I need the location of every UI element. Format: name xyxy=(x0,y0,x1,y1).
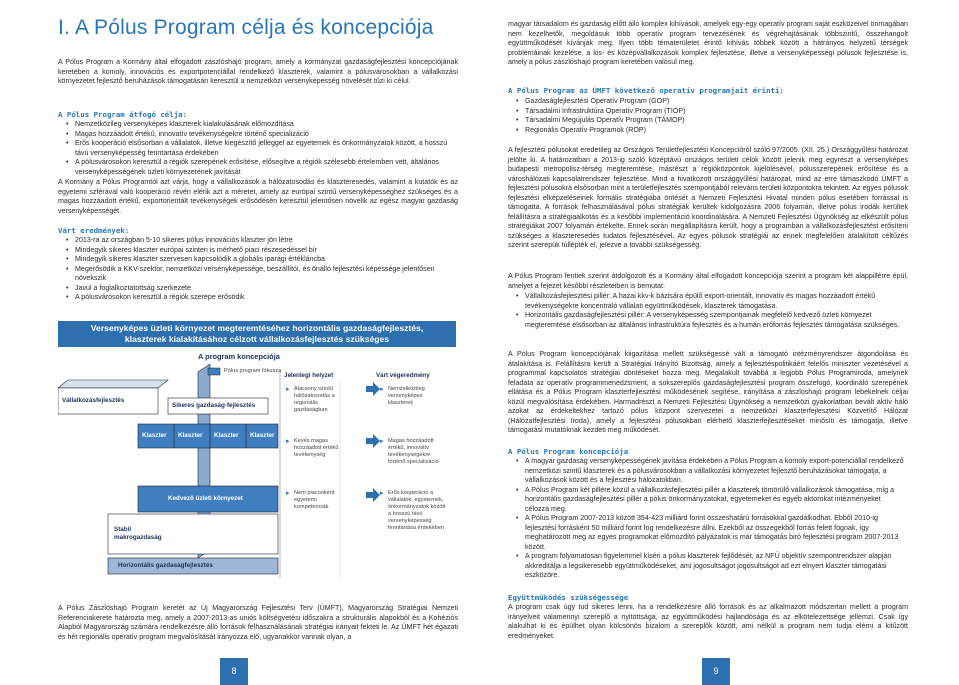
col-expected-header: Várt végeredmény xyxy=(376,372,430,379)
current-item-2: ▸ Kevés magas hozzáadott értékű tevékenység xyxy=(294,438,346,459)
kedvezo-label: Kedvező üzleti környezet xyxy=(168,495,243,502)
banner-line-1: Versenyképes üzleti környezet megteremtéséhez horizontális gazdaságfejlesztés, xyxy=(90,323,424,333)
arrow-icon xyxy=(366,488,380,502)
bottom-paragraph: A Pólus Zászlóshajó Program keretét az Új Magyarország Fejlesztési Terv (ÚMFT), Magyarország Stratégiai Nemzeti Referenciakerete határozta meg, amely a 2007-2013-as uniós költségvetési időszakra a strukturális alapokból és a Kohéziós Alapból Magyarország számára rendelkezésre álló források felhasználásának stratégiai irányait fekteti le. Az ÚMFT hét égazati és hét regionális operatív program megvalósítását irányozza elő, ugyanakkor vannak olyan, a xyxy=(58,604,458,641)
result-item: • Mindegyik sikeres klaszter európai szinten is mérhető piaci részesedéssel bír xyxy=(66,246,458,256)
results-heading: Várt eredmények: xyxy=(58,226,130,235)
klaszter-label: Klaszter xyxy=(250,432,275,439)
results-list xyxy=(66,236,458,303)
arrow-icon xyxy=(366,434,380,448)
cooperation-heading: Együttműködés szükségessége xyxy=(508,593,629,602)
program-list xyxy=(516,457,906,581)
goal-item: • Magas hozzáadott értékű, innovatív tevékenységekre történő specializáció xyxy=(66,130,458,140)
program-item: • A Pólus Program 2007-2013 között 354-423 milliárd forint összeshatárú forrásokkal gazdálkodhat. Ebből 2010-ig fejlesztési forrásként 50 milliárd forint fog rendelkezésre állni. Ezekből az összegekből forrás felett fognak, így meghatározott meg az egyes programokat előmozdító pályázatok is már támogatás biró fejlesztési program 2007-2013 között. xyxy=(516,514,906,552)
op-item: • Regionális Operatív Programok (ROP) xyxy=(516,126,906,136)
expected-item-3: ▸ Erős kooperáció a vállalatok, egyetemek, önkormányzatok között a hosszú távú versenyképesség fenntartása érdekében xyxy=(388,490,448,532)
concept-banner xyxy=(58,321,456,347)
legend-label: Pólus program fókusza xyxy=(224,368,282,374)
result-item: • Javul a foglalkoztatottság szerkezete xyxy=(66,284,458,294)
goal-list xyxy=(66,120,458,177)
result-item: • 2013-ra az országban 5-10 sikeres pólus innovációs klaszter jön létre xyxy=(66,236,458,246)
horizontalis-label: Horizontális gazdaságfejlesztés xyxy=(118,562,213,569)
arrow-icon xyxy=(366,382,380,396)
goal-item: • Nemzetközileg versenyképes klaszterek kialakulásának előmozdítása xyxy=(66,120,458,130)
para-4: A Pólus Program koncepciójának kiigazítása mellett szükségessé vált a támogató intézményrendszer átgondolása és átalakítása is. Felállításra került a Stratégiai Irányító Bizottság, amely a fejlesztéspolitikáért felelős miniszter vezetésével a programmal kapcsolatos stratégiai döntéseket hozza meg. Megalakult továbbá a legjobb Pólus Programiroda, amelynek feladata az operatív programmenedzsment, a sokszereplős gazdaságfejlesztési program összefogó, koordináló szerepének ellátása és a Pólus Program klaszterfejlesztési működésének segítése, irányítása a zászlóshajó program lebekelnek céljai közül megvalósítása érdekében. Harmadrészt a Nemzeti Fejlesztési Ügynökség a nemzetközi gyakorlatban bevált aktív háló azokat az érdekeltekhez tartozó pólus központ szervezetei a nemzetközi klaszterfejlesztési Közvetítő Hálózat (Hálózatfejlesztési Iroda), amely a fejlesztési pólusokban elérhető klaszterfejlesztéseket minősíti és támogatja, illetve támogatási mutatóknak kezdeti meg működését. xyxy=(508,350,908,434)
op-item: • Társadalmi Megújulás Operatív Program (TÁMOP) xyxy=(516,116,906,126)
para-2: A fejlesztési pólusokat eredetileg az Országos Területfejlesztési Koncepcióról szóló 97/2005. (XII. 25.) Országgyűlési határozat jelölte ki. A határozatban a 2013-ig szóló középtávú országos területi célok között jelenik meg egyrészt a versenyképes budapesti metropolisz-térség megteremtése, másrészt a régióközpontok kijelölésével, pólusszerepének erősítése és a városhálózati kapcsolatrendszer fejlesztése. Mind a hivatkozott országgyűlési határozat, mind az erre támaszkodó ÚMFT a fejlesztési pólusokra elsősorban mint a területfejlesztés szempontjából releváns területi központokra tekintett. Az egyes pólusok fejlesztési elképzeléseinek formális stratégiába öntését a Nemzeti Fejlesztési Hivatal minden pólus esetében forrással is támogatta. A források felhasználásával pólus stratégiák kerültek kidolgozásra 2006 folyamán, illetve pólus irodák kerültek felállításra a stratégiaalkotás és a későbbi implementáció koordinálására. A Nemzeti Fejlesztési Ügynökség az elkészült pólus stratégiákat 2007 folyamán értékelte. Ennek során megállapításra került, hogy a programban a vállalkozásfejlesztést erősíteni szükséges a klaszteresedés tudatos fejlesztésével. Az egyes pólusok stratégiái az ennek megfelelően átalakított céltűzés szerint szerepük túllépték el, jelezve a további szükségesség. xyxy=(508,146,908,249)
result-item: • Mindegyik sikeres klaszter szervesen kapcsolódik a globális iparági értékláncba xyxy=(66,255,458,265)
program-item: • A program folyamatosan figyelemmel kíséri a pólus klaszterek fejlődését, az NFÜ objektív szempontrendszer alapján akkreditálja a legsikeresebb együttműködéseket, ami jogosultságot jogosultságot ad ezt elnyert klaszter támogatási eszközöre. xyxy=(516,552,906,581)
col-current-header: Jelenlegi helyzet xyxy=(284,372,334,379)
stabil-label: Stabil makrogazdaság xyxy=(114,526,162,541)
program-item: • A magyar gazdaság versenyképességének javítása érdekében a Pólus Program a komoly export-potenciállal rendelkező nemzetközi szintű klaszterek és a pólusvárosokban a vállalkozási környezetet fejlesztő beruházásokat támogatja, a vállalkozások között és a fejlesztési hálózatokban. xyxy=(516,457,906,486)
page-number: 8 xyxy=(220,658,248,685)
goal-item: • Erős kooperáció elsősorban a vállalatok, illetve kiegészítő jelleggel az egyetemek és önkormányzatok között, a hosszú távú versenyképesség fenntartása érdekében xyxy=(66,139,458,158)
op-list xyxy=(516,97,906,135)
pillar-item: • Horizontális gazdaságfejlesztési pillér: A versenyképesség szempontjainak megfelelő kedvező üzleti környezet megteremtése elsősorban az általános infrastruktúra fejlesztés és a humán erőforrás fejlesztés támogatása szükséges. xyxy=(516,311,906,330)
program-heading: A Pólus Program koncepciója xyxy=(508,447,629,456)
right-page xyxy=(480,0,959,685)
program-item: • A Pólus Program két pillére közül a vállalkozásfejlesztési pillér a klaszterek tömörülő vállalkozások támogatása, míg a horizontális gazdaságfejlesztési pillér a pólus önkormányzatokat, egyetemeket és egyéb aktorokat intézményeket célozza meg. xyxy=(516,486,906,515)
klaszter-label: Klaszter xyxy=(142,432,167,439)
expected-item-1: ▸ Nemzetközileg versenyképes klaszterek xyxy=(388,386,448,407)
pillar-item: • Vállalkozásfejlesztési pillér: A hazai kkv-k bázisára épülő export-orientált, innovatív és magas hozzáadott értékű tevékenységekre koncentráló vállalati együttműködések, klaszterek támogatása. xyxy=(516,292,906,311)
goal-heading: A Pólus Program átfogó célja: xyxy=(58,110,188,119)
page-number: 9 xyxy=(702,658,730,685)
diagram-title: A program koncepciója xyxy=(198,352,280,361)
legend-swatch xyxy=(208,368,220,375)
expected-item-2: ▸ Magas hozzáadott értékű, innovatív tevékenységekre történő specializáció xyxy=(388,438,448,466)
cooperation-paragraph: A program csak úgy tud sikeres lenni, ha a rendelkezésre álló források és az alkalmazott módszertan mellett a program irányelveit valamennyi szereplő a nyitottsága, az együttműködési hajlandósága és az elkötelezettsége jellemzi. Csak így alakulhat ki és épülhet olyan kölcsönös bizalom a szereplők között, ami nélkül a program nem tudja elérni a kitűzött eredményeket. xyxy=(508,603,908,640)
left-page xyxy=(0,0,479,685)
concept-diagram xyxy=(58,350,458,580)
top-paragraph: magyar társadalom és gazdaság előtt álló komplex kihívások, amelyek egy-egy operatív program saját eszközeivel önmagában nem kezelhetők, megoldásuk több operatív program tervezésének és végrehajtásának többszintű, összehangolt együttműködését kívánják meg. Ilyen több tématerületet érintő kihívás többek között a hátrányos helyzetű térségek problémáinak kezelése, a kis- és középvállalkozások komplex fejlesztése, illetve a versenyképességi pólusok fejlesztése is, amely a pólus zászlóshajó program keretében valósul meg. xyxy=(508,20,908,66)
op-heading: A Pólus Program az ÚMFT következő operatív programjait érinti: xyxy=(508,86,784,95)
current-item-3: ▸ Nem piaconként egyetemi kompetenciák xyxy=(294,490,346,511)
goal-item: • A pólusvárosokon keresztül a régiók szerepének erősítése, elősegítve a régiók szélesebb értelemben vett, általános versenyképességének üzleti környezetének javítását xyxy=(66,158,458,177)
result-item: • Megerősödik a KKV-szektor, nemzetközi versenyképessége, beszállítói, és önálló fejlesztési képessége jelentősen növekszik xyxy=(66,265,458,284)
sikeres-label: Sikeres gazdaság-fejlesztés xyxy=(172,402,256,409)
current-item-1: ▸ Alacsony szintű hálózatosodás a regionális gazdaságban xyxy=(294,386,346,414)
intro-paragraph: A Pólus Program a Kormány által elfogadott zászlóshajó program, amely a kormányzat gazdaságfejlesztési koncepciójának keretében a komoly, innovációs és exportpotenciállal rendelkező klaszterek, valamint a pólusvárosokban a vállalkozási környezetet fejlesztő beruházások támogatásán keresztül a nemzetközi versenyképesség növelését tűzi ki célul. xyxy=(58,58,458,85)
klaszter-label: Klaszter xyxy=(178,432,203,439)
banner-line-2: klaszterek kialakításához célzott vállalkozásfejlesztés szükséges xyxy=(124,334,390,344)
vallalkozas-label: Vállalkozásfejlesztés xyxy=(62,397,125,404)
box-top xyxy=(58,380,168,388)
klaszter-label: Klaszter xyxy=(214,432,239,439)
goal-paragraph: A Kormány a Pólus Programtól azt várja, hogy a vállalkozások a hálózatosodás és klaszteresedés, valamint a kutatók és az egyetemi szférával való kooperáció révén elérik azt a méretet, amely az európai szintű versenyképességhez szükséges és a magas hozzáadott értékű, exportorientált tevékenységek erősödésén keresztül jelentősen növelik az egész magyar gazdaság versenyképességét. xyxy=(58,178,458,215)
result-item: • A pólusvárosokon keresztül a régiók szerepe erősödik xyxy=(66,293,458,303)
op-item: • Társadalmi Infrastruktúra Operatív Program (TIOP) xyxy=(516,107,906,117)
para-3: A Pólus Program fentiek szerint átdolgozott és a Kormány által elfogadott koncepciója szerint a program két alappillérre épül, amelyet a fejezet későbbi részleteiben is bemutat: xyxy=(508,272,908,290)
pillar-list xyxy=(516,292,906,330)
op-item: • Gazdaságfejlesztési Operatív Program (GOP) xyxy=(516,97,906,107)
page-title: I. A Pólus Program célja és koncepciója xyxy=(58,16,434,39)
